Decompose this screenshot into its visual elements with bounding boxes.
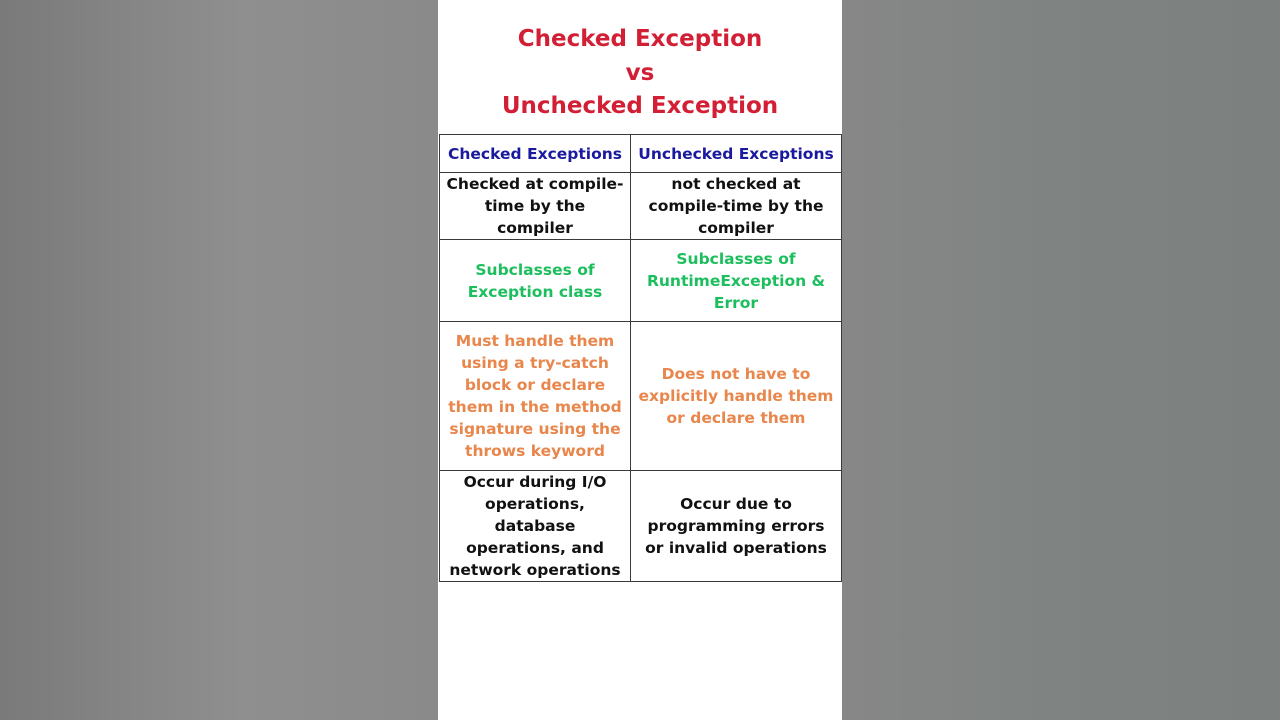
header-unchecked: Unchecked Exceptions bbox=[631, 135, 842, 173]
cell-checked: Occur during I/O operations, database operations, and network operations bbox=[440, 471, 631, 582]
cell-unchecked: not checked at compile-time by the compiler bbox=[631, 173, 842, 240]
cell-checked: Must handle them using a try-catch block or declare them in the method signature using the throws keyword bbox=[440, 322, 631, 471]
table-row bbox=[440, 240, 842, 322]
table-header-row bbox=[440, 135, 842, 173]
cell-unchecked: Subclasses of RuntimeException & Error bbox=[631, 240, 842, 322]
blurred-background-left bbox=[0, 0, 438, 720]
table-row bbox=[440, 471, 842, 582]
cell-checked: Checked at compile-time by the compiler bbox=[440, 173, 631, 240]
cell-unchecked: Occur due to programming errors or invalid operations bbox=[631, 471, 842, 582]
blurred-background-right bbox=[842, 0, 1280, 720]
header-checked: Checked Exceptions bbox=[440, 135, 631, 173]
title-line-1: Checked Exception bbox=[517, 26, 763, 52]
page-title bbox=[438, 23, 842, 124]
cell-checked: Subclasses of Exception class bbox=[440, 240, 631, 322]
cell-unchecked: Does not have to explicitly handle them or declare them bbox=[631, 322, 842, 471]
title-line-2: vs bbox=[625, 59, 655, 86]
comparison-table bbox=[439, 134, 842, 582]
table-row bbox=[440, 322, 842, 471]
content-panel bbox=[438, 0, 842, 720]
table-row bbox=[440, 173, 842, 240]
title-line-3: Unchecked Exception bbox=[501, 93, 779, 119]
